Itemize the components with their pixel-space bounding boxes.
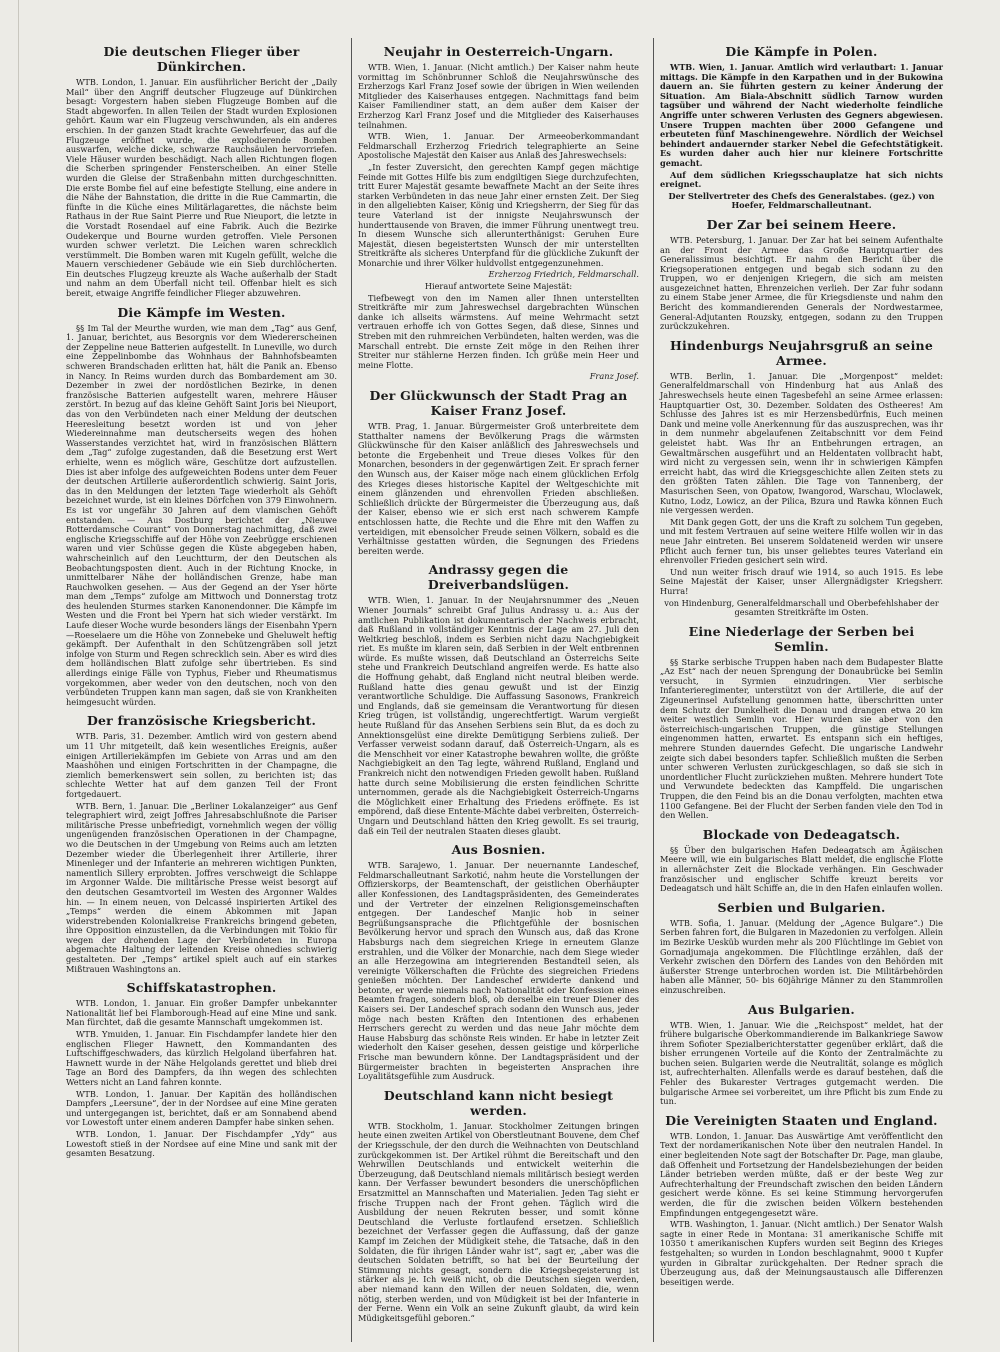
article-text: WTB. London, 1. Januar. Ein ausführlicher Bericht der „Daily Mail“ über den Angriff deutscher Flugzeuge auf Dünkirchen besagt: Vorgestern haben sieben Flugzeuge Bomben auf die Stadt abgeworfen. In allen Teilen der Stadt wurden Explosionen gehört. Kaum war ein Flugzeug verschwunden, als ein anderes erschien. In der ganzen Stadt krachte Gewehrfeuer, das auf die Flugzeuge eröffnet wurde, die explodierende Bomben auswarfen, welche dicke, schwarze Rauchsäulen hervorriefen. Viele Häuser wurden beschädigt. Nach allen Richtungen flogen die Scherben springender Fensterscheiben. An einer Stelle wurden die Gleise der Straßenbahn mitten durchgeschnitten. Die erste Bombe fiel auf eine befestigte Stellung, eine andere in die Nähe der Bahnstation, die dritte in die Rue Cammartin, die fünfte in die Küche eines Militärlagarettes, die nächste beim Rathaus in der Rue Saint Pierre und Rue Nieuport, die letzte in die Vorstadt Rosendael auf eine Fabrik. Auch die Bezirke Oudekerque und Bourne wurden getroffen. Viele Personen wurden schwer verletzt. Die Leichen waren schrecklich verstümmelt. Die Bomben waren mit Kugeln gefüllt, welche die Mauern verschiedener Gebäude wie ein Sieb durchlöcherten. Ein deutsches Flugzeug kreuzte als Wache außerhalb der Stadt und nahm an dem Überfall nicht teil. Offenbar hielt es sich bereit, etwaige Angriffe feindlicher Flieger abzuwehren. [66,77,337,299]
article-text: WTB. Wien, 1. Januar. (Nicht amtlich.) Der Kaiser nahm heute vormittag im Schönbrunner Schloß die Neujahrswünsche des Erzherzogs Karl Franz Josef sowie der übrigen in Wien weilenden Mitglieder des Kaiserhauses entgegen. Nachmittags fand beim Kaiser Familiendiner statt, an dem außer dem Kaiser der Erzherzog Karl Franz Josef und die Mitglieder des Kaiserhauses teilnahmen. [358,62,639,130]
column-middle [351,38,645,1342]
article-text: WTB. Wien, 1. Januar. Der Armeeoberkommandant Feldmarschall Erzherzog Friedrich telegraphierte an Seine Apostolische Majestät den Kaiser aus Anlaß des Jahreswechsels: [358,131,639,161]
headline-new-year-austria: Neujahr in Oesterreich-Ungarn. [383,44,614,59]
article-text: WTB. Petersburg, 1. Januar. Der Zar hat bei seinem Aufenthalte an der Front der Armee das Große Hauptquartier des Generalissimus besichtigt. Er nahm den Bericht über die Kriegsoperationen entgegen und begab sich sodann zu den Truppen, wo er denjenigen Kriegern, die sich am meisten ausgezeichnet hatten, Ehrenzeichen verlieh. Der Zar fuhr sodann zu einem Stabe jener Armee, die für Kriegsdienste und nahm den Bericht des kommandierenden Generals der Nordwestarmee, General-Adjutanten Rouzsky, entgegen, sodann zu den Truppen zurückzukehren. [660,234,943,332]
article-text: WTB. London, 1. Januar. Der Kapitän des holländischen Dampfers „Leersune“, der in der Nordsee auf eine Mine geraten und untergegangen ist, berichtet, daß er am Sonnabend abend vor Lowestoft unter einem anderen Dampfer habe sinken sehen. [66,1088,337,1128]
headline-battles-poland: Die Kämpfe in Polen. [725,44,878,59]
signature: von Hindenburg, Generalfeldmarschall und Oberbefehlshaber der gesamten Streitkräfte im Osten. [664,597,939,618]
article-text: WTB. Wien, 1. Januar. Amtlich wird verlautbart: 1. Januar mittags. Die Kämpfe in den Karpathen und in der Bukowina dauern an. Sie führten gestern zu keiner Änderung der Situation. Am Biala-Abschnitt südlich Tarnow wurden tagsüber und während der Nacht wiederholte feindliche Angriffe unter schweren Verlusten des Gegners abgewiesen. Unsere Truppen machten über 2000 Gefangene und erbeuteten fünf Maschinengewehre. Nördlich der Weichsel behindert andauernder starker Nebel die Gefechtstätigkeit. Es wurden daher auch hier nur kleinere Fortschritte gemacht. [660,62,943,168]
column-right [653,38,949,1342]
article-text: WTB. Bern, 1. Januar. Die „Berliner Lokalanzeiger“ aus Genf telegraphiert wird, zeigt Joffres Jahresabschlußnote die Pariser militärische Presse unbefriedigt, vornehmlich wegen der völlig ungenügenden französischen Operationen in der Champagne, wo die Deutschen in der Umgebung von Reims auch am letzten Dezember wieder die Überlegenheit ihrer Artillerie, ihrer Minenleger und der Infanterie an mehreren wichtigen Punkten, namentlich Sillery erprobten. Joffres verschweigt die Schlappe im Argonner Walde. Die militärische Presse weist besorgt auf den deutschen Gesamtvorteil im Westen des Argonner Waldes hin. — In einem neuen, von Delcassé inspirierten Artikel des „Temps“ werden die einem Abkommen mit Japan widerstrebenden Kolonialkreise Frankreichs bringend gebeten, ihre Opposition einzustellen, da die Verbindungen mit Tokio für wegen der drohenden Lage der Verbündeten in Europa abgemachte Haltung der leitenden Kreise ohnedies schwierig gestalteten. Der „Temps“ artikel spielt auch auf ein starkes Mißtrauen Washingtons an. [66,800,337,974]
article-text: WTB. Sarajewo, 1. Januar. Der neuernannte Landeschef, Feldmarschalleutnant Sarkotić, nahm heute die Vorstellungen der Offizierskorps, der Beamtenschaft, der geistlichen Oberhäupter aller Konfessionen, des Landtagspräsidenten, des Gemeinderates und der Vertreter der einzelnen Religionsgemeinschaften entgegen. Der Landeschef Manjic hob in seiner Begrüßungsansprache die Pflichtgefühle der bosnischen Bevölkerung hervor und sprach den Wunsch aus, daß das Krone Habsburgs nach dem siegreichen Kriege in erneutem Glanze erstrahlen, und die Völker der Monarchie, nach dem Siege wieder an alle Herzegowina am integrierenden Bestandteil seien, als vereinigte Völkerschaften die Früchte des siegreichen Friedens genießen möchten. Der Landeschef erwiderte dankend und betonte, er werde niemals nach Nationalität oder Konfession eines Beamten fragen, sondern bloß, ob derselbe ein treuer Diener des Kaisers sei. Der Landeschef sprach sodann den Wunsch aus, jeder möge nach besten Kräften den Intentionen des erhabenen Herrschers gerecht zu werden und das neue Jahr möchte dem Hause Habsburg das schönste Reis winden. Er habe in letzter Zeit wiederholt den Kaiser gesehen, dessen geistige und körperliche Frische man bewundern könne. Der Landtagspräsident und der Bürgermeister brachten in begeisterten Ansprachen ihre Loyalitätsgefühle zum Ausdruck. [358,860,639,1082]
headline-tsar-army: Der Zar bei seinem Heere. [706,216,897,232]
article-text: WTB. Paris, 31. Dezember. Amtlich wird von gestern abend um 11 Uhr mitgeteilt, daß kein wesentliches Ereignis, außer einigen Artilleriekämpfen im Gebiete von Arras und am den Maashöhen und einigen Fortschritten in der Champagne, die ziemlich bemerkenswert sein sollen, zu berichten ist; das schlechte Wetter hat auf dem ganzen Teil der Front fortgedauert. [66,731,337,799]
article-text: Und nun weiter frisch drauf wie 1914, so auch 1915. Es lebe Seine Majestät der Kaiser, unser Allergnädigster Kriegsherr. Hurra! [660,566,943,596]
article-text: WTB. Washington, 1. Januar. (Nicht amtlich.) Der Senator Walsh sagte in einer Rede in Montana: 31 amerikanische Schiffe mit 10350 t amerikanischen Kupfers wurden seit Beginn des Krieges festgehalten; so wurden in London beschlagnahmt, 9000 t Kupfer wurden in Gibraltar zurückgehalten. Der Redner sprach die Überzeugung aus, daß der Meinungsaustausch alle Differenzen beseitigen werde. [660,1219,943,1287]
headline-from-bulgaria: Aus Bulgarien. [748,1001,855,1017]
article-text: WTB. Berlin, 1. Januar. Die „Morgenpost“ meldet: Generalfeldmarschall von Hindenburg hat aus Anlaß des Jahreswechsels heute einen Tagesbefehl an seine Armee erlassen: Hauptquartier Ost, 30. Dezember. Soldaten des Ostheeres! Am Schlusse des Jahres ist es mir Herzensbedürfnis, Euch meinen Dank und meine volle Anerkennung für das auszusprechen, was ihr in dem nunmehr abgelaufenen Zeitabschnitt vor dem Feind geleistet habt. Was Ihr an Entbehrungen ertragen, an Gewaltmärschen ausgeführt und an Heldentaten vollbracht habt, wird nicht zu vergessen sein, wenn ihr in schwierigen Kämpfen erreicht habt, das wird die Kriegsgeschichte allen Zeiten stets zu den größten Taten zählen. Die Tage von Tannenberg, der Masurischen Seen, von Opatow, Iwangorod, Warschau, Wloclawek, Kutno, Lodz, Lowicz, an der Pilica, Bzura und Rawka können Euch nie vergessen werden. [660,370,943,516]
headline-serbia-bulgaria: Serbien und Bulgarien. [717,899,886,915]
article-text: WTB. Sofia, 1. Januar. (Meldung der „Agence Bulgare“.) Die Serben fahren fort, die Bulgaren in Mazedonien zu verfolgen. Allein im Bezirke Uesküb wurden mehr als 200 Flüchtlinge im Gebiet von Gornadjumaja angekommen. Die Flüchtlinge erzählen, daß der Verkehr zwischen den Dörfern des Landes von den Behörden mit äußerster Strenge unterbrochen worden ist. Die Militärbehörden haben alle Männer, 50- bis 60jährige Männer zu den Stammrollen einzuschreiben. [660,917,943,995]
article-text: Hierauf antwortete Seine Majestät: [424,281,573,292]
headline-andrassy: Andrassy gegen die Dreiverbandslügen. [427,562,570,593]
article-text: Auf dem südlichen Kriegsschauplatze hat sich nichts ereignet. [660,169,943,190]
article-text: Tiefbewegt von den im Namen aller Ihnen unterstellten Streitkräfte mir zum Jahreswechsel dargebrachten Wünschen danke ich allseits wärmstens. Auf meine Wehrmacht setzt vertrauen erhoffe ich von Gottes Segen, daß diese, Sinnes und Streben mit den ruhmreichen Verbündeten, halten werden, was die Marschall entrebt. Die ernste Zeit möge in den Reihen ihrer Streiter nur stählerne Herzen finden. Ich grüße mein Heer und meine Flotte. [358,292,639,370]
article-text: WTB. London, 1. Januar. Das Auswärtige Amt veröffentlicht den Text der nordamerikanischen Note über den neutralen Handel. In einer begleitenden Note sagt der Botschafter Dr. Page, man glaube, daß Offenheit und Fortsetzung der Handelsbeziehungen der beiden Länder betrieben werden müßte, daß er der beste Weg zur Aufrechterhaltung der Freundschaft zwischen den beiden Ländern gesichert werde könne. Es sei keine Stimmung hervorgerufen werden, die für die zwischen beiden Völkern bestehenden Empfindungen entgegengesetzt wäre. [660,1130,943,1218]
article-text: WTB. Ymuiden, 1. Januar. Ein Fischdampfer landete hier den englischen Flieger Hawnett, den Kommandanten des Luftschiffgeschwaders, das kürzlich Helgoland überfahren hat. Hawnett wurde in der Nähe Helgolands gerettet und blieb drei Tage an Bord des Dampfers, da ihn wegen des schlechten Wetters nicht an Land fahren konnte. [66,1029,337,1087]
article-text: WTB. Wien, 1. Januar. Wie die „Reichspost“ meldet, hat der frühere bulgarische Oberkommandierende im Balkankriege Sawow ihrem Sofioter Spezialberichterstatter gegenüber erklärt, daß die bisher errungenen Vorteile auf die Konto der Zentralmächte zu buchen seien. Bulgarien werde die Neutralität, solange es möglich ist, aufrechterhalten. Allenfalls werde es darauf bestehen, daß die Fehler des Bukarester Vertrages gutgemacht werden. Die bulgarische Armee sei vorbereitet, um ihre Pflicht bis zum Ende zu tun. [660,1019,943,1107]
article-text: Mit Dank gegen Gott, der uns die Kraft zu solchem Tun gegeben, und mit festem Vertrauen auf seine weitere Hilfe wollen wir in das neue Jahr eintreten. Bei unserem Soldateneid werden wir unsere Pflicht auch ferner tun, bis unser geliebtes teures Vaterland ein ehrenvoller Frieden gesichert sein wird. [660,516,943,566]
headline-french-war-report: Der französische Kriegsbericht. [86,713,317,729]
article-text: WTB. Prag, 1. Januar. Bürgermeister Groß unterbreitete dem Statthalter namens der Bevölkerung Prags die wärmsten Glückwünsche für den Kaiser anläßlich des Jahreswechsels und betonte die Ergebenheit und Treue dieses Volkes für den Monarchen, besonders in der gegenwärtigen Zeit. Er sprach ferner den Wunsch aus, der Kaiser möge nach einem glücklichen Erfolg des Krieges dieses historische Kapitel der Weltgeschichte mit einem glänzenden und ehrenvollen Frieden abschließen. Schließlich drückte der Bürgermeister die Überzeugung aus, daß der Kaiser, ebenso wie er sich erst nach schwerem Kampfe entschlossen hatte, die Rechte und die Ehre mit den Waffen zu verteidigen, mit ebensolcher Freude seinen Völkern, sobald es die Verhältnisse gestatten würden, die Segnungen des Friedens bereiten werde. [358,421,639,556]
headline-us-england: Die Vereinigten Staaten und England. [665,1112,938,1128]
signature: Erzherzog Friedrich, Feldmarschall. [488,269,639,280]
headline-battles-west: Die Kämpfe im Westen. [117,304,286,320]
article-text: WTB. Wien, 1. Januar. In der Neujahrsnummer des „Neuen Wiener Journals“ schreibt Graf Julius Andrassy u. a.: Aus der amtlichen Publikation ist dokumentarisch der Nachweis erbracht, daß Rußland in vollständiger Kenntnis der Lage am 27. Juli den Weltkrieg beschloß, indem es Serbien nicht dazu Nachgiebigkeit riet. Es mußte im klaren sein, daß Serbien in der Welt entbrennen würde. Es mußte wissen, daß Deutschland an Österreichs Seite stehe und Frankreich Deutschland angreifen werde. Es hatte also die Hoffnung gehabt, daß England nicht neutral bleiben werde. Rußland hatte dies genau gewußt und ist der Einzig verantwortliche Schuldige. Die Auffassung Sasonows, Frankreich und Englands, daß sie gemeinsam die Verantwortung für diesen Krieg trügen, ist vollständig, ungerechtfertigt. Warum vergießt heute Rußland für das Ansehen Serbiens sein Blut, da es doch zu Annektionsgelüst eine direkte Demütigung Serbiens zuließ. Der Verfasser verweist sodann darauf, daß Österreich-Ungarn, als es die Menschheit vor einer Katastrophe bewahren wollte, die größte Nachgiebigkeit an den Tag legte, während Rußland, England und Frankreich nicht den notwendigen Frieden gewollt haben. Rußland hatte durch seine Mobilisierung die ersten feindlichen Schritte unternommen, gerade als die Nachgiebigkeit Österreich-Ungarns die Möglichkeit einer Erhaltung des Friedens eröffnete. Es ist empörend, daß diese Entente-Mächte dabei verbreiten, Österreich-Ungarn und Deutschland hätten den Krieg gewollt. Es sei traurig, daß ein Teil der neutralen Staaten dieses glaubt. [358,595,639,836]
article-text: WTB. London, 1. Januar. Der Fischdampfer „Ydy“ aus Lowestoft stieß in der Nordsee auf eine Mine und sank mit der gesamten Besatzung. [66,1128,337,1159]
article-text: „In fester Zuversicht, den gerechten Kampf gegen mächtige Feinde mit Gottes Hilfe bis zum endgiltigen Siege durchzufechten, tritt Eurer Majestät gesamte bewaffnete Macht an der Seite ihres starken Verbündeten in das neue Jahr einer ernsten Zeit. Der Sieg in den allgeliebten Kaiser, König und Kriegsherrn, der Sieg für das teure Vaterland ist der innigste Neujahrswunsch der hunderttausende von Braven, die immer Führung unentwegt treu. In diesem Wunsche sich allerunterthänigst: Geruhen Eure Majestät, diesen begeistertsten Wunsch der mir unterstellten Streitkräfte als sicheres Unterpfand für die glückliche Zukunft der Monarchie und ihrer Völker huldvollst entgegenzunehmen. [358,161,639,268]
article-text: §§ Über den bulgarischen Hafen Dedeagatsch am Ägäischen Meere will, wie ein bulgarisches Blatt meldet, die englische Flotte in allernächster Zeit die Blockade verhängen. Ein Geschwader französischer und englischer Schiffe kreuzt bereits vor Dedeagatsch und hält Schiffe an, die in den Hafen einlaufen wollen. [660,844,943,894]
headline-bosnia: Aus Bosnien. [451,842,546,858]
signature: Franz Josef. [589,371,639,382]
article-text: WTB. Stockholm, 1. Januar. Stockholmer Zeitungen bringen heute einen zweiten Artikel von Oberstleutnant Bouvene, dem Chef der Kriegsschule, der den durch die Weihnachten von Deutschland zurückgekommen ist. Der Artikel rühmt die Bereitschaft und den Wehrwillen Deutschlands und entwickelt weiterhin die Überzeugung, daß Deutschland niemals militärisch besiegt werden kann. Der Verfasser bewundert besonders die unerschöpflichen Ersatzmittel an Mannschaften und Materialien. Jeden Tag sieht er frische Truppen nach der Front gehen. Täglich wird die Ausbildung der neuen Rekruten besser, und somit könne Deutschland die Verluste fortlaufend ersetzen. Schließlich bezeichnet der Verfasser gegen die Auffassung, daß der ganze Kampf im Zeichen der Müdigkeit stehe, die Tatsache, daß in den Soldaten, die für ihrigen Länder wahr ist“, sagt er, „aber was die deutschen Soldaten betrifft, so hat bei der Beurteilung der Stimmung nichts gesagt, sondern die Kriegsbegeisterung ist stärker als je. Ich weiß nicht, ob die Deutschen siegen werden, aber niemand kann den Willen der neuen Soldaten, die, wenn nötig, sterben werden, und von Müdigkeit ist bei der Infanterie in der Ferne. Wenn ein Volk an seine Zukunft glaubt, da wird kein Müdigkeitsgefühl geboren.“ [358,1120,640,1323]
headline-ship-disasters: Schiffskatastrophen. [126,980,277,996]
headline-germany-undefeatable: Deutschland kann nicht besiegt werden. [383,1087,614,1118]
headline-prague-congratulation: Der Glückwunsch der Stadt Prag an Kaiser Franz Josef. [369,388,628,418]
article-text: §§ Starke serbische Truppen haben nach dem Budapester Blatte „Az Est“ nach der neuen Sprengung der Donaubrücke bei Semlin versucht, in Syrmien einzudringen. Vier serbische Infanterieregimenter, unterstützt von der Artillerie, die auf der Zigeunerinsel Aufstellung genommen hatte, überschritten unter dem Schutz der Dunkelheit die Donau und drangen etwa 20 km weiter westlich Semlin vor. Hier wurden sie aber von den österreichisch-ungarischen Truppen, die günstige Stellungen eingenommen hatten, erwartet. Es entspann sich ein heftiges, mehrere Stunden dauerndes Gefecht. Die ungarische Landwehr zeigte sich dabei besonders tapfer. Schließlich mußten die Serben unter schweren Verlusten zurückgeschlagen, so daß sie sich in unordentlicher Flucht zurückziehen mußten. Mehrere hundert Tote und Verwundete bedeckten das Kampffeld. Die ungarischen Truppen, die den Feind bis an die Donau verfolgten, machten etwa 1100 Gefangene. Bei der Flucht der Serben fanden viele den Tod in den Wellen. [660,656,943,821]
headline-serbian-defeat: Eine Niederlage der Serben bei Semlin. [688,623,915,654]
headline-hindenburg-greeting: Hindenburgs Neujahrsgruß an seine Armee. [670,337,933,368]
page-margin-line [18,0,19,1352]
signature: Der Stellvertreter des Chefs des Generalstabes. (gez.) von Hoefer, Feldmarschalleutnant. [668,190,935,211]
column-left [60,38,343,1342]
article-text: WTB. London, 1. Januar. Ein großer Dampfer unbekannter Nationalität lief bei Flamborough-Head auf eine Mine und sank. Man fürchtet, daß die gesamte Mannschaft umgekommen ist. [66,998,337,1028]
headline-fliers-dunkirk: Die deutschen Flieger über Dünkirchen. [103,44,300,74]
headline-dedeagatch-blockade: Blockade von Dedeagatsch. [702,826,901,842]
article-text: §§ Im Tal der Meurthe wurden, wie man dem „Tag“ aus Genf, 1. Januar, berichtet, aus Besorgnis vor dem Wiedererscheinen der Zeppeline neue Batterien aufgestellt. In Luneville, wo durch eine Zeppelinbombe das Wohnhaus der Bahnhofsbeamten schweren Brandschaden erlitten hat, hält die Panik an. Ebenso in Nancy. In Reims wurden durch das Bombardement am 30. Dezember in zwei der nordöstlichen Bezirke, in denen französische Batterien aufgestellt waren, mehrere Häuser zerstört. In bezug auf das kleine Gehöft Saint Joris bei Nieuport, das von den Verbündeten nach einer Meldung der deutschen Heeresleitung besetzt worden ist und von jeher Wiedereinnahme man deutscherseits wegen des hohen Wasserstandes verzichtet hat, wird in französischen Blättern dem „Tag“ zufolge zugestanden, daß die Besetzung erst Wert erhielte, wenn es möglich wäre, Geschütze dort aufzustellen. Dies ist aber infolge des aufgeweichten Bodens unter dem Feuer der deutschen Artillerie außerordentlich schwierig. Saint Joris, das in den Meldungen der letzten Tage wiederholt als Gehöft bezeichnet wurde, ist ein kleines Dörfchen von 379 Einwohnern. Es ist vor ungefähr 30 Jahren auf dem vlamischen Gehöft entstanden. — Aus Dostburg berichtet der „Nieuwe Rotterdamsche Courant“ von Donnerstag nachmittag, daß zwei englische Kriegsschiffe auf der Höhe von Zeebrügge erschienen waren und vier Schüsse gegen die Küste abgegeben haben, wahrscheinlich auf den Leuchtturm, der den Deutschen als Beobachtungsposten dient. Auch in der Richtung Knocke, in unmittelbarer Nähe der holländischen Grenze, habe man Rauchwolken gesehen. — Aus der Gegend an der Yser hörte man dem „Temps“ zufolge am Mittwoch und Donnerstag trotz des heulenden Sturmes starken Kanonendonner. Die Kämpfe im Westen und die Front bei Ypern hat sich wieder verstärkt. Im Laufe dieser Woche wurde besonders längs der Eisenbahn Ypern—Roeselaere um die Höhe von Zonnebeke und Gheluwelt heftig gekämpft. Der Aufenthalt in den Schützengräben soll jetzt infolge von Sturm und Regen schrecklich sein. Aber es wird dies dem holländischen Blatt zufolge sehr übertrieben. Es sind allerdings einige Fälle von Typhus, Fieber und Rheumatismus vorgekommen, aber weder von den deutschen, noch von den verbündeten Truppen kann man sagen, daß sie von Krankheiten heimgesucht würden. [66,322,337,707]
